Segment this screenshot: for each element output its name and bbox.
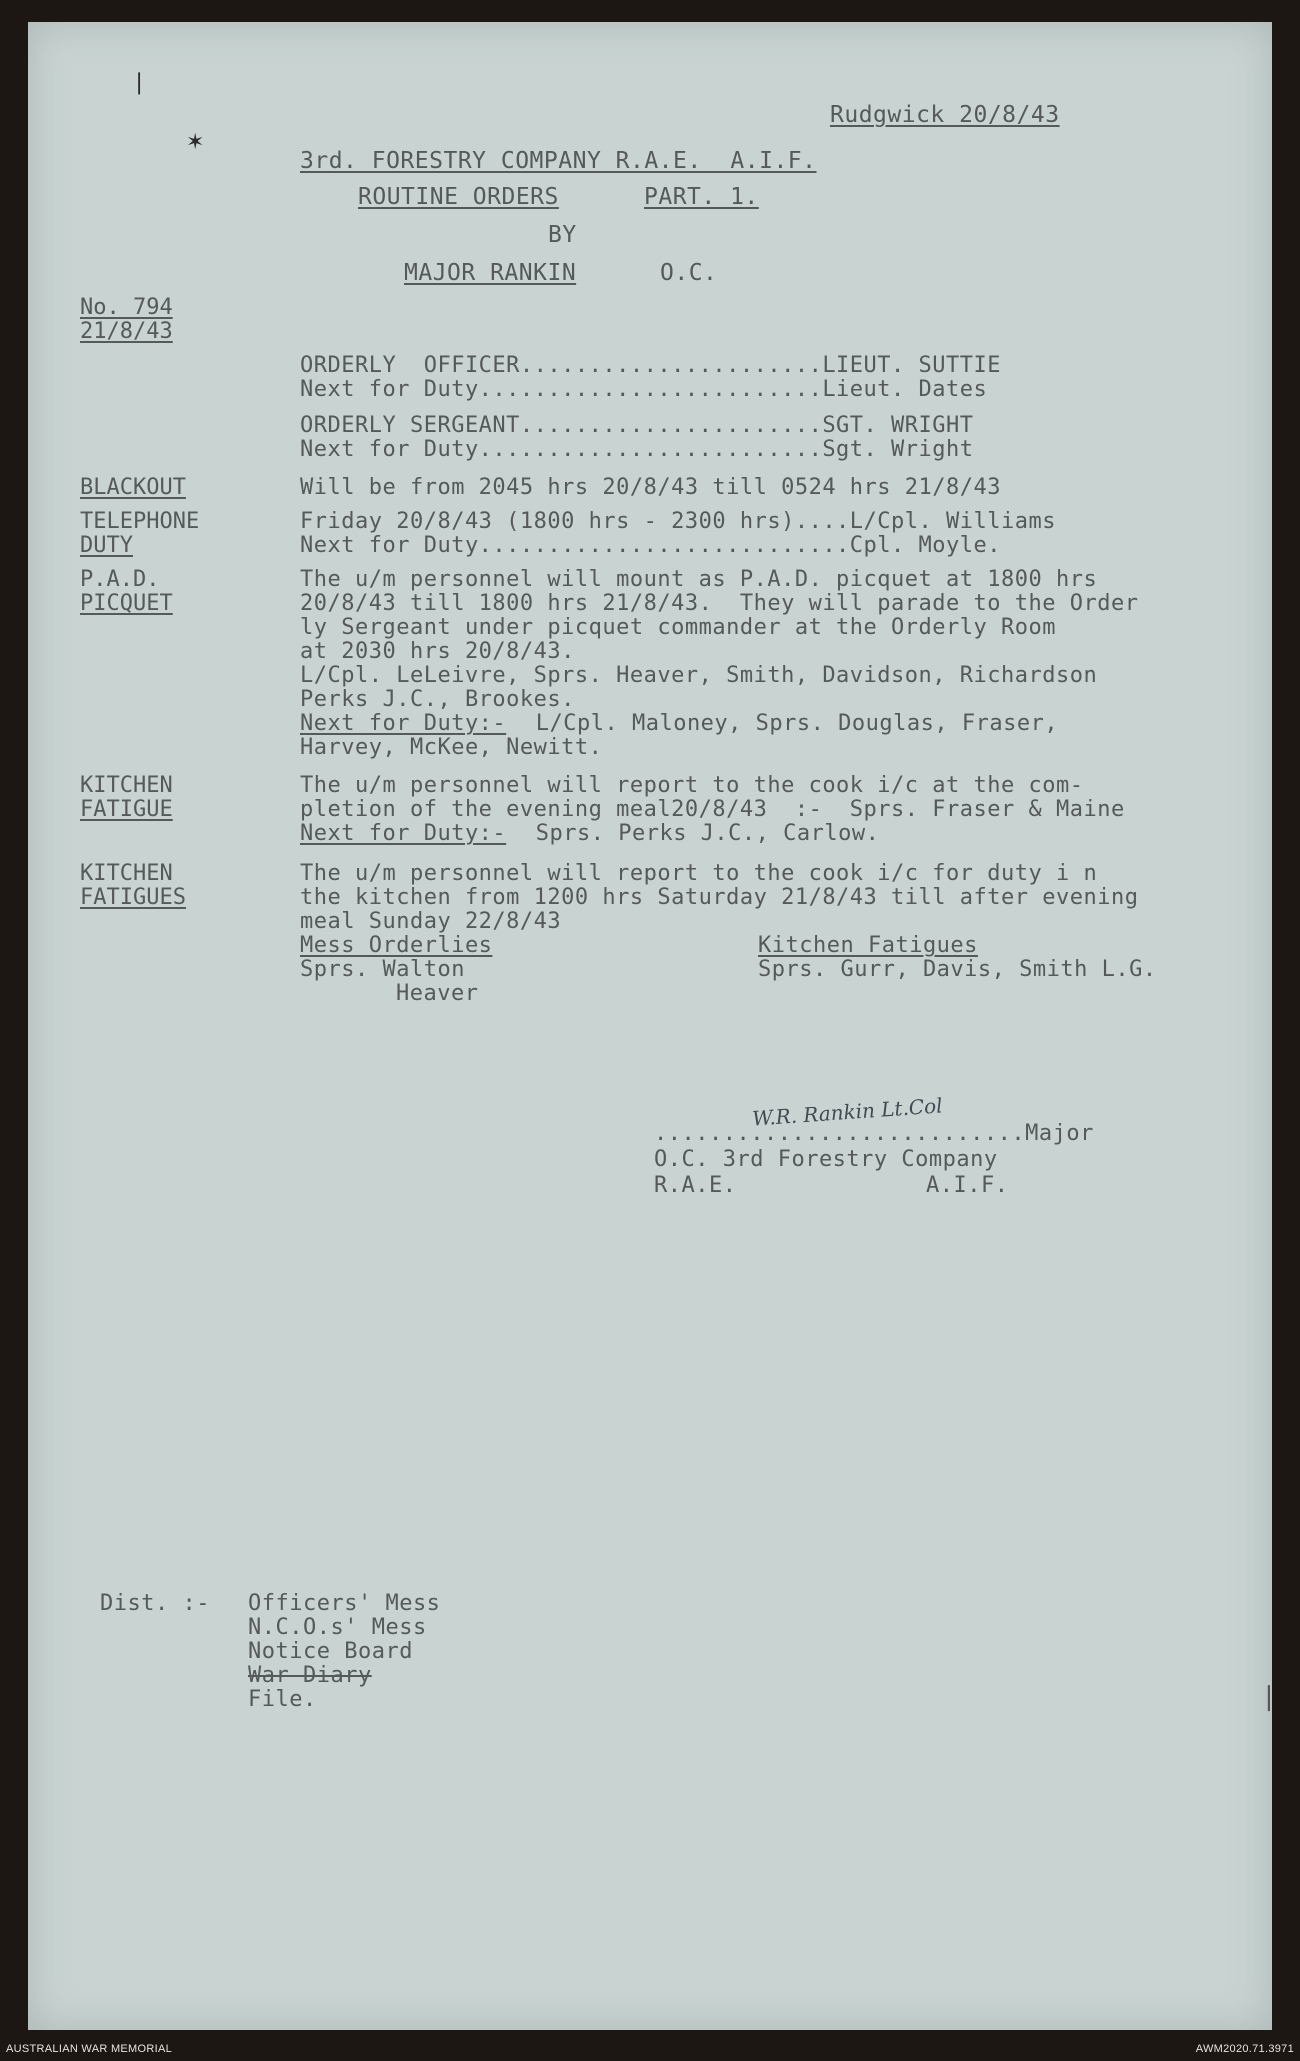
footer-left-caption: AUSTRALIAN WAR MEMORIAL <box>6 2043 173 2055</box>
edge-mark: ❘ <box>1258 1682 1280 1712</box>
fatigues-line-2: the kitchen from 1200 hrs Saturday 21/8/43 till after evening <box>300 885 1139 910</box>
pad-line-4: at 2030 hrs 20/8/43. <box>300 639 575 664</box>
by-label: BY <box>548 222 577 248</box>
telephone-line-1: Friday 20/8/43 (1800 hrs - 2300 hrs)....L/Cpl. Williams <box>300 509 1056 534</box>
order-date: 21/8/43 <box>80 319 173 344</box>
distribution-item: War Diary <box>248 1663 372 1688</box>
signature-line: ...........................Major <box>654 1121 1094 1146</box>
distribution-item: Notice Board <box>248 1639 413 1664</box>
next-officer-line: Next for Duty.........................Lieut. Dates <box>300 377 988 402</box>
kitchen-line-1: The u/m personnel will report to the cook i/c at the com- <box>300 773 1084 798</box>
picquet-label: PICQUET <box>80 591 173 616</box>
pad-line-1: The u/m personnel will mount as P.A.D. picquet at 1800 hrs <box>300 567 1098 592</box>
distribution-item: Officers' Mess <box>248 1591 441 1616</box>
mess-orderlies-line-1: Sprs. Walton <box>300 957 465 982</box>
fatigues-label: FATIGUES <box>80 885 186 910</box>
kitchen-fatigues-heading: Kitchen Fatigues <box>758 933 978 958</box>
telephone-line-2: Next for Duty...........................Cpl. Moyle. <box>300 533 1002 558</box>
part-label: PART. 1. <box>644 184 759 210</box>
fatigue-label: FATIGUE <box>80 797 173 822</box>
blackout-text: Will be from 2045 hrs 20/8/43 till 0524 hrs 21/8/43 <box>300 475 1002 500</box>
document-page <box>28 22 1280 2030</box>
issuing-officer: MAJOR RANKIN <box>404 260 577 286</box>
footer-right-caption: AWM2020.71.3971 <box>1195 2043 1294 2055</box>
pad-line-3: ly Sergeant under picquet commander at the Orderly Room <box>300 615 1056 640</box>
pad-line-8: Harvey, McKee, Newitt. <box>300 735 603 760</box>
signature-title-aif: A.I.F. <box>926 1173 1009 1198</box>
star-mark: ✶ <box>186 130 205 155</box>
pad-line-6: Perks J.C., Brookes. <box>300 687 575 712</box>
telephone-label-duty: DUTY <box>80 533 133 558</box>
pin-mark: ❘ <box>130 70 149 95</box>
distribution-item: File. <box>248 1687 317 1712</box>
order-number: No. 794 <box>80 295 173 320</box>
kitchen-next-label: Next for Duty:- <box>300 821 507 846</box>
kitchen-line-2: pletion of the evening meal20/8/43 :- Sprs. Fraser & Maine <box>300 797 1125 822</box>
mess-orderlies-heading: Mess Orderlies <box>300 933 493 958</box>
orderly-officer-line: ORDERLY OFFICER......................LIEUT. SUTTIE <box>300 353 1002 378</box>
kitchen-label: KITCHEN <box>80 773 173 798</box>
kitchen-fatigues-line-1: Sprs. Gurr, Davis, Smith L.G. <box>758 957 1157 982</box>
pad-line-5: L/Cpl. LeLeivre, Sprs. Heaver, Smith, Davidson, Richardson <box>300 663 1098 688</box>
orderly-sergeant-line: ORDERLY SERGEANT......................SGT. WRIGHT <box>300 413 974 438</box>
unit-title: 3rd. FORESTRY COMPANY R.A.E. A.I.F. <box>300 148 817 174</box>
signature-scrawl: W.R. Rankin Lt.Col <box>751 1093 944 1131</box>
pad-label: P.A.D. <box>80 567 160 592</box>
signature-title-1: O.C. 3rd Forestry Company <box>654 1147 998 1172</box>
kitchen-fatigues-label: KITCHEN <box>80 861 173 886</box>
fatigues-line-3: meal Sunday 22/8/43 <box>300 909 562 934</box>
mess-orderlies-line-2: Heaver <box>396 981 479 1006</box>
signature-title-rae: R.A.E. <box>654 1173 737 1198</box>
pad-next-text: L/Cpl. Maloney, Sprs. Douglas, Fraser, <box>522 711 1059 736</box>
fatigues-line-1: The u/m personnel will report to the cook i/c for duty i n <box>300 861 1098 886</box>
pad-line-2: 20/8/43 till 1800 hrs 21/8/43. They will parade to the Order <box>300 591 1139 616</box>
next-sergeant-line: Next for Duty.........................Sgt. Wright <box>300 437 974 462</box>
telephone-label: TELEPHONE <box>80 509 200 534</box>
distribution-label: Dist. :- <box>100 1591 210 1616</box>
oc-label: O.C. <box>660 260 718 286</box>
routine-orders-title: ROUTINE ORDERS <box>358 184 559 210</box>
blackout-label: BLACKOUT <box>80 475 186 500</box>
kitchen-next-text: Sprs. Perks J.C., Carlow. <box>522 821 880 846</box>
pad-next-label: Next for Duty:- <box>300 711 507 736</box>
distribution-item: N.C.O.s' Mess <box>248 1615 427 1640</box>
place-date: Rudgwick 20/8/43 <box>830 102 1060 128</box>
